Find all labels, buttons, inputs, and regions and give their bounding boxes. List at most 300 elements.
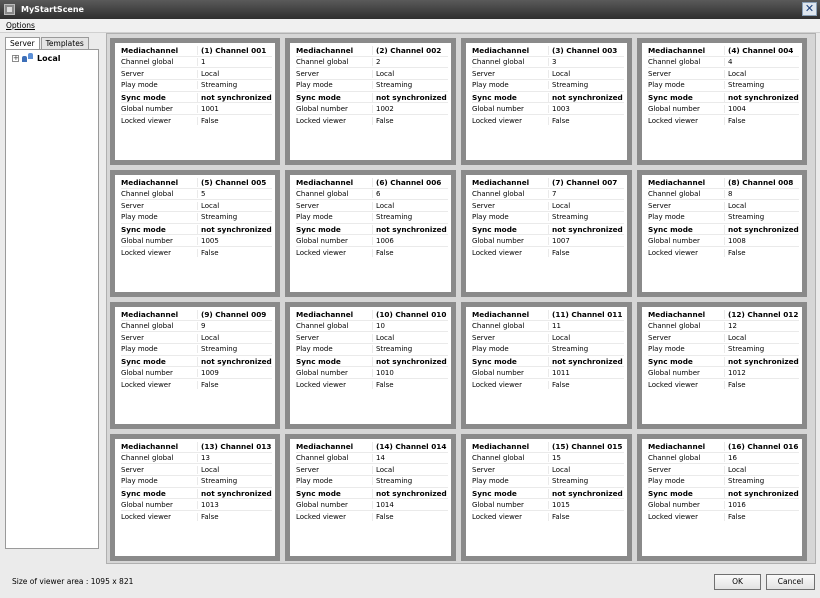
info-label: Play mode xyxy=(296,81,333,90)
channel-viewer[interactable] xyxy=(110,170,280,297)
info-value: Streaming xyxy=(724,213,799,221)
info-label: Mediachannel xyxy=(296,309,354,319)
info-label: Sync mode xyxy=(648,488,693,498)
info-label: Channel global xyxy=(648,454,701,463)
info-value: not synchronized xyxy=(197,357,272,366)
info-label: Server xyxy=(296,465,319,474)
info-label: Mediachannel xyxy=(296,45,354,55)
info-row xyxy=(121,80,272,92)
info-value: Streaming xyxy=(724,477,799,485)
info-row xyxy=(296,499,448,511)
info-value: Local xyxy=(197,334,272,342)
info-value: not synchronized xyxy=(724,225,799,234)
info-label: Server xyxy=(472,465,495,474)
info-label: Sync mode xyxy=(121,224,166,234)
tree-item-local[interactable] xyxy=(12,53,60,63)
info-label: Global number xyxy=(648,368,700,377)
info-value: 2 xyxy=(372,58,448,66)
info-value: not synchronized xyxy=(197,93,272,102)
info-row xyxy=(472,45,624,57)
info-value: Local xyxy=(724,70,799,78)
info-value: Local xyxy=(372,334,448,342)
info-row xyxy=(472,235,624,247)
info-row xyxy=(296,356,448,368)
channel-viewer[interactable] xyxy=(285,434,456,561)
info-row xyxy=(648,177,799,189)
close-button[interactable]: ✕ xyxy=(802,2,817,16)
info-row xyxy=(648,379,799,391)
info-value: False xyxy=(724,249,799,257)
info-row xyxy=(296,488,448,500)
info-value: (4) Channel 004 xyxy=(724,46,799,55)
info-row xyxy=(296,441,448,453)
info-value: Streaming xyxy=(197,81,272,89)
info-value: 1006 xyxy=(372,237,448,245)
channel-viewer[interactable] xyxy=(461,38,632,165)
info-label: Mediachannel xyxy=(121,177,179,187)
info-value: 1010 xyxy=(372,369,448,377)
info-value: 1004 xyxy=(724,105,799,113)
info-row xyxy=(472,379,624,391)
info-row xyxy=(472,200,624,212)
info-row xyxy=(296,80,448,92)
info-label: Locked viewer xyxy=(121,116,171,125)
info-row xyxy=(472,476,624,488)
info-label: Mediachannel xyxy=(121,441,179,451)
info-label: Locked viewer xyxy=(648,512,698,521)
info-value: 7 xyxy=(548,190,624,198)
info-value: Local xyxy=(724,334,799,342)
info-label: Locked viewer xyxy=(296,248,346,257)
info-row xyxy=(472,189,624,201)
info-value: Streaming xyxy=(724,345,799,353)
channel-info-table xyxy=(115,307,275,424)
info-row xyxy=(472,103,624,115)
info-row xyxy=(296,379,448,391)
info-value: 11 xyxy=(548,322,624,330)
info-value: Streaming xyxy=(548,345,624,353)
info-value: False xyxy=(372,249,448,257)
info-row xyxy=(648,115,799,127)
info-value: 1011 xyxy=(548,369,624,377)
info-label: Locked viewer xyxy=(296,512,346,521)
info-label: Global number xyxy=(296,104,348,113)
info-label: Play mode xyxy=(296,477,333,486)
info-row xyxy=(472,212,624,224)
info-row xyxy=(296,367,448,379)
info-value: (9) Channel 009 xyxy=(197,310,272,319)
channel-grid xyxy=(110,38,807,561)
info-value: Local xyxy=(372,466,448,474)
info-value: 1013 xyxy=(197,501,272,509)
info-value: (6) Channel 006 xyxy=(372,178,448,187)
info-row xyxy=(472,344,624,356)
info-value: Streaming xyxy=(372,81,448,89)
info-value: 1015 xyxy=(548,501,624,509)
info-row xyxy=(648,92,799,104)
info-value: not synchronized xyxy=(197,489,272,498)
info-row xyxy=(648,321,799,333)
info-label: Global number xyxy=(648,236,700,245)
info-value: Local xyxy=(197,202,272,210)
info-label: Play mode xyxy=(472,213,509,222)
info-label: Sync mode xyxy=(121,356,166,366)
info-label: Sync mode xyxy=(296,356,341,366)
info-value: False xyxy=(372,117,448,125)
info-value: not synchronized xyxy=(724,93,799,102)
info-value: (15) Channel 015 xyxy=(548,442,624,451)
channel-info-table xyxy=(290,439,451,556)
info-label: Server xyxy=(296,201,319,210)
channel-viewer[interactable] xyxy=(461,434,632,561)
info-row xyxy=(648,464,799,476)
channel-info-table xyxy=(466,439,627,556)
info-row xyxy=(296,115,448,127)
info-row xyxy=(472,441,624,453)
info-value: not synchronized xyxy=(548,93,624,102)
info-label: Play mode xyxy=(296,345,333,354)
info-row xyxy=(648,200,799,212)
info-value: (14) Channel 014 xyxy=(372,442,448,451)
info-label: Mediachannel xyxy=(472,45,530,55)
info-label: Mediachannel xyxy=(296,177,354,187)
info-label: Play mode xyxy=(472,81,509,90)
info-label: Server xyxy=(648,201,671,210)
info-row xyxy=(472,177,624,189)
channel-info-table xyxy=(466,307,627,424)
info-label: Play mode xyxy=(121,345,158,354)
info-value: (13) Channel 013 xyxy=(197,442,272,451)
info-row xyxy=(296,57,448,69)
channel-viewer[interactable] xyxy=(110,434,280,561)
info-value: Local xyxy=(724,202,799,210)
info-value: 5 xyxy=(197,190,272,198)
info-row xyxy=(648,45,799,57)
info-value: not synchronized xyxy=(372,489,448,498)
info-row xyxy=(121,332,272,344)
info-value: 6 xyxy=(372,190,448,198)
info-label: Mediachannel xyxy=(472,177,530,187)
info-label: Server xyxy=(296,69,319,78)
tab-server[interactable]: Server xyxy=(5,37,40,51)
info-value: 14 xyxy=(372,454,448,462)
info-label: Global number xyxy=(296,368,348,377)
info-value: (16) Channel 016 xyxy=(724,442,799,451)
info-label: Locked viewer xyxy=(472,512,522,521)
info-value: not synchronized xyxy=(372,225,448,234)
info-label: Locked viewer xyxy=(648,116,698,125)
info-label: Mediachannel xyxy=(472,441,530,451)
info-label: Play mode xyxy=(648,345,685,354)
channel-info-table xyxy=(642,175,802,292)
channel-viewer[interactable] xyxy=(637,302,807,429)
info-row xyxy=(472,115,624,127)
info-value: not synchronized xyxy=(724,357,799,366)
info-row xyxy=(648,68,799,80)
info-label: Locked viewer xyxy=(121,512,171,521)
info-label: Sync mode xyxy=(296,92,341,102)
info-value: False xyxy=(548,513,624,521)
info-label: Sync mode xyxy=(648,92,693,102)
info-value: Streaming xyxy=(548,81,624,89)
info-row xyxy=(472,247,624,259)
ok-button[interactable]: OK xyxy=(714,574,761,590)
info-row xyxy=(648,453,799,465)
info-value: 1002 xyxy=(372,105,448,113)
info-value: not synchronized xyxy=(548,225,624,234)
info-label: Global number xyxy=(472,368,524,377)
channel-info-table xyxy=(290,307,451,424)
info-row xyxy=(296,224,448,236)
info-value: not synchronized xyxy=(372,357,448,366)
info-row xyxy=(472,464,624,476)
info-row xyxy=(121,344,272,356)
info-value: Streaming xyxy=(197,345,272,353)
info-row xyxy=(648,247,799,259)
info-value: not synchronized xyxy=(548,357,624,366)
info-row xyxy=(121,92,272,104)
info-value: False xyxy=(548,249,624,257)
info-value: 1016 xyxy=(724,501,799,509)
info-row xyxy=(648,367,799,379)
info-label: Play mode xyxy=(121,477,158,486)
info-label: Locked viewer xyxy=(472,380,522,389)
channel-info-table xyxy=(642,307,802,424)
info-label: Server xyxy=(296,333,319,342)
info-value: Local xyxy=(548,334,624,342)
info-value: (10) Channel 010 xyxy=(372,310,448,319)
info-value: Streaming xyxy=(372,345,448,353)
info-row xyxy=(648,224,799,236)
info-label: Channel global xyxy=(648,322,701,331)
info-row xyxy=(296,332,448,344)
info-label: Mediachannel xyxy=(296,441,354,451)
cancel-button[interactable]: Cancel xyxy=(766,574,815,590)
info-value: not synchronized xyxy=(372,93,448,102)
info-row xyxy=(296,92,448,104)
info-label: Channel global xyxy=(472,322,525,331)
info-row xyxy=(121,321,272,333)
info-label: Global number xyxy=(296,236,348,245)
info-value: False xyxy=(548,117,624,125)
info-row xyxy=(121,177,272,189)
info-value: Local xyxy=(548,202,624,210)
info-row xyxy=(648,441,799,453)
info-row xyxy=(296,344,448,356)
info-row xyxy=(648,332,799,344)
channel-info-table xyxy=(115,43,275,160)
info-value: Local xyxy=(724,466,799,474)
info-value: Streaming xyxy=(372,213,448,221)
info-label: Sync mode xyxy=(648,356,693,366)
info-label: Global number xyxy=(472,104,524,113)
tab-templates[interactable]: Templates xyxy=(41,37,89,50)
channel-viewer[interactable] xyxy=(461,170,632,297)
info-row xyxy=(472,367,624,379)
channel-info-table xyxy=(290,43,451,160)
info-label: Mediachannel xyxy=(121,45,179,55)
info-label: Global number xyxy=(296,500,348,509)
info-value: 1003 xyxy=(548,105,624,113)
info-row xyxy=(121,45,272,57)
channel-viewer[interactable] xyxy=(285,38,456,165)
info-value: 4 xyxy=(724,58,799,66)
info-row xyxy=(296,189,448,201)
window-title: MyStartScene xyxy=(21,5,84,14)
info-row xyxy=(472,57,624,69)
info-row xyxy=(472,332,624,344)
info-row xyxy=(121,212,272,224)
info-value: 13 xyxy=(197,454,272,462)
channel-viewer[interactable] xyxy=(461,302,632,429)
server-tree xyxy=(5,49,99,549)
info-row xyxy=(296,45,448,57)
info-label: Channel global xyxy=(472,454,525,463)
info-value: not synchronized xyxy=(724,489,799,498)
info-row xyxy=(121,356,272,368)
info-row xyxy=(121,247,272,259)
menu-bar xyxy=(0,19,820,33)
info-label: Global number xyxy=(121,368,173,377)
info-value: Local xyxy=(548,466,624,474)
info-value: 1014 xyxy=(372,501,448,509)
info-row xyxy=(472,92,624,104)
info-label: Locked viewer xyxy=(296,380,346,389)
info-row xyxy=(296,68,448,80)
menu-options[interactable]: Options xyxy=(6,21,35,30)
info-value: (3) Channel 003 xyxy=(548,46,624,55)
info-label: Channel global xyxy=(296,190,349,199)
info-label: Play mode xyxy=(648,477,685,486)
info-label: Server xyxy=(121,69,144,78)
info-label: Server xyxy=(121,201,144,210)
info-row xyxy=(296,200,448,212)
info-row xyxy=(296,235,448,247)
info-row xyxy=(121,499,272,511)
expand-icon[interactable]: + xyxy=(13,53,19,62)
channel-info-table xyxy=(466,43,627,160)
info-value: 3 xyxy=(548,58,624,66)
info-label: Sync mode xyxy=(296,488,341,498)
info-label: Server xyxy=(121,465,144,474)
info-label: Sync mode xyxy=(472,356,517,366)
info-label: Play mode xyxy=(472,345,509,354)
info-row xyxy=(296,103,448,115)
info-label: Global number xyxy=(648,104,700,113)
info-row xyxy=(121,367,272,379)
info-label: Mediachannel xyxy=(472,309,530,319)
info-value: False xyxy=(197,117,272,125)
viewer-size-status: Size of viewer area : 1095 x 821 xyxy=(12,577,134,586)
info-value: (2) Channel 002 xyxy=(372,46,448,55)
info-value: Local xyxy=(372,202,448,210)
info-row xyxy=(121,453,272,465)
info-value: 10 xyxy=(372,322,448,330)
info-label: Play mode xyxy=(648,81,685,90)
channel-viewer[interactable] xyxy=(285,170,456,297)
info-value: Streaming xyxy=(372,477,448,485)
info-row xyxy=(121,115,272,127)
channel-viewer[interactable] xyxy=(637,38,807,165)
info-row xyxy=(121,488,272,500)
channel-viewer[interactable] xyxy=(637,434,807,561)
info-row xyxy=(472,321,624,333)
info-value: Streaming xyxy=(197,477,272,485)
info-label: Sync mode xyxy=(296,224,341,234)
info-label: Server xyxy=(121,333,144,342)
info-row xyxy=(648,57,799,69)
info-label: Channel global xyxy=(648,190,701,199)
info-row xyxy=(648,476,799,488)
info-label: Channel global xyxy=(296,454,349,463)
info-row xyxy=(472,488,624,500)
info-row xyxy=(648,488,799,500)
info-label: Play mode xyxy=(472,477,509,486)
info-label: Global number xyxy=(121,500,173,509)
info-value: 1005 xyxy=(197,237,272,245)
info-row xyxy=(121,200,272,212)
info-row xyxy=(472,453,624,465)
info-value: False xyxy=(372,381,448,389)
info-label: Play mode xyxy=(121,213,158,222)
info-value: Local xyxy=(197,466,272,474)
info-label: Sync mode xyxy=(472,224,517,234)
info-row xyxy=(121,441,272,453)
info-row xyxy=(121,68,272,80)
channel-info-table xyxy=(115,175,275,292)
info-value: 12 xyxy=(724,322,799,330)
info-label: Global number xyxy=(472,500,524,509)
info-label: Sync mode xyxy=(472,92,517,102)
info-label: Locked viewer xyxy=(472,116,522,125)
info-label: Mediachannel xyxy=(121,309,179,319)
info-value: Streaming xyxy=(724,81,799,89)
info-row xyxy=(648,212,799,224)
info-label: Server xyxy=(648,69,671,78)
info-value: Local xyxy=(197,70,272,78)
info-value: 1 xyxy=(197,58,272,66)
info-row xyxy=(296,453,448,465)
info-label: Sync mode xyxy=(121,92,166,102)
info-value: (12) Channel 012 xyxy=(724,310,799,319)
info-label: Channel global xyxy=(121,58,174,67)
info-row xyxy=(648,356,799,368)
info-row xyxy=(296,309,448,321)
info-row xyxy=(121,464,272,476)
channel-viewer[interactable] xyxy=(110,302,280,429)
info-row xyxy=(121,103,272,115)
app-icon xyxy=(4,4,15,15)
info-row xyxy=(648,499,799,511)
info-value: 8 xyxy=(724,190,799,198)
info-value: 1008 xyxy=(724,237,799,245)
info-value: (11) Channel 011 xyxy=(548,310,624,319)
channel-info-table xyxy=(642,43,802,160)
info-row xyxy=(121,224,272,236)
channel-viewer[interactable] xyxy=(110,38,280,165)
channel-viewer[interactable] xyxy=(637,170,807,297)
channel-viewer[interactable] xyxy=(285,302,456,429)
info-row xyxy=(121,476,272,488)
info-label: Server xyxy=(472,69,495,78)
info-value: not synchronized xyxy=(548,489,624,498)
info-value: Streaming xyxy=(548,213,624,221)
channel-info-table xyxy=(115,439,275,556)
info-value: Streaming xyxy=(548,477,624,485)
info-label: Locked viewer xyxy=(472,248,522,257)
info-label: Server xyxy=(648,333,671,342)
info-value: False xyxy=(372,513,448,521)
